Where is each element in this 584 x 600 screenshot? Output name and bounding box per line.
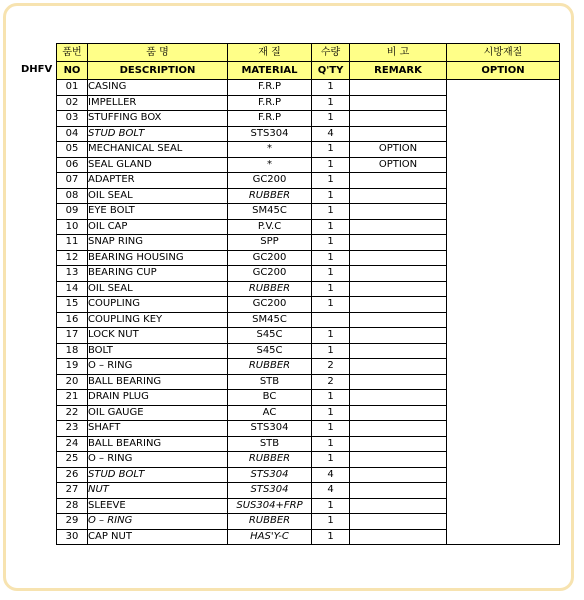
part-number: 24 bbox=[57, 436, 88, 452]
header-no: NO bbox=[57, 62, 88, 80]
part-material: HAS'Y-C bbox=[228, 529, 312, 545]
part-remark bbox=[350, 80, 447, 96]
part-remark bbox=[350, 452, 447, 468]
part-number: 05 bbox=[57, 142, 88, 158]
part-quantity: 4 bbox=[312, 126, 350, 142]
part-remark bbox=[350, 219, 447, 235]
part-description: NUT bbox=[88, 483, 228, 499]
part-description: EYE BOLT bbox=[88, 204, 228, 220]
part-quantity: 1 bbox=[312, 281, 350, 297]
part-quantity bbox=[312, 312, 350, 328]
header-description-kr: 품 명 bbox=[88, 44, 228, 62]
part-number: 02 bbox=[57, 95, 88, 111]
header-qty: Q'TY bbox=[312, 62, 350, 80]
part-remark bbox=[350, 421, 447, 437]
part-description: OIL GAUGE bbox=[88, 405, 228, 421]
part-material: S45C bbox=[228, 328, 312, 344]
part-quantity: 4 bbox=[312, 467, 350, 483]
part-number: 30 bbox=[57, 529, 88, 545]
part-quantity: 1 bbox=[312, 514, 350, 530]
part-remark bbox=[350, 281, 447, 297]
part-remark bbox=[350, 297, 447, 313]
part-number: 15 bbox=[57, 297, 88, 313]
part-description: STUD BOLT bbox=[88, 467, 228, 483]
part-number: 20 bbox=[57, 374, 88, 390]
part-remark bbox=[350, 235, 447, 251]
header-remark-kr: 비 고 bbox=[350, 44, 447, 62]
part-description: COUPLING KEY bbox=[88, 312, 228, 328]
part-material: STS304 bbox=[228, 421, 312, 437]
part-material: STS304 bbox=[228, 467, 312, 483]
part-description: MECHANICAL SEAL bbox=[88, 142, 228, 158]
part-remark bbox=[350, 405, 447, 421]
header-row-english bbox=[57, 62, 560, 80]
part-material: S45C bbox=[228, 343, 312, 359]
part-remark bbox=[350, 266, 447, 282]
part-description: BALL BEARING bbox=[88, 436, 228, 452]
part-quantity: 1 bbox=[312, 297, 350, 313]
part-description: COUPLING bbox=[88, 297, 228, 313]
part-quantity: 1 bbox=[312, 498, 350, 514]
part-remark bbox=[350, 498, 447, 514]
part-description: STUD BOLT bbox=[88, 126, 228, 142]
part-material: F.R.P bbox=[228, 80, 312, 96]
part-material: STB bbox=[228, 436, 312, 452]
header-option: OPTION bbox=[447, 62, 560, 80]
part-quantity: 1 bbox=[312, 142, 350, 158]
part-number: 22 bbox=[57, 405, 88, 421]
part-remark bbox=[350, 95, 447, 111]
part-material: AC bbox=[228, 405, 312, 421]
header-material: MATERIAL bbox=[228, 62, 312, 80]
part-remark bbox=[350, 529, 447, 545]
part-quantity: 1 bbox=[312, 95, 350, 111]
part-number: 03 bbox=[57, 111, 88, 127]
part-remark bbox=[350, 390, 447, 406]
part-material: STB bbox=[228, 374, 312, 390]
part-remark bbox=[350, 343, 447, 359]
part-remark bbox=[350, 436, 447, 452]
part-number: 25 bbox=[57, 452, 88, 468]
part-quantity: 1 bbox=[312, 421, 350, 437]
part-remark bbox=[350, 312, 447, 328]
part-remark bbox=[350, 328, 447, 344]
part-number: 09 bbox=[57, 204, 88, 220]
part-remark bbox=[350, 514, 447, 530]
part-quantity: 2 bbox=[312, 359, 350, 375]
parts-table-body bbox=[57, 80, 560, 545]
part-description: ADAPTER bbox=[88, 173, 228, 189]
part-number: 13 bbox=[57, 266, 88, 282]
part-quantity: 1 bbox=[312, 111, 350, 127]
part-description: BEARING CUP bbox=[88, 266, 228, 282]
part-number: 10 bbox=[57, 219, 88, 235]
part-material: STS304 bbox=[228, 483, 312, 499]
header-remark: REMARK bbox=[350, 62, 447, 80]
part-quantity: 1 bbox=[312, 390, 350, 406]
part-material: GC200 bbox=[228, 266, 312, 282]
part-number: 17 bbox=[57, 328, 88, 344]
part-remark bbox=[350, 111, 447, 127]
part-material: RUBBER bbox=[228, 188, 312, 204]
part-quantity: 1 bbox=[312, 204, 350, 220]
part-material: GC200 bbox=[228, 250, 312, 266]
part-number: 12 bbox=[57, 250, 88, 266]
part-description: OIL CAP bbox=[88, 219, 228, 235]
part-description: CAP NUT bbox=[88, 529, 228, 545]
part-description: BALL BEARING bbox=[88, 374, 228, 390]
part-material: RUBBER bbox=[228, 452, 312, 468]
part-material: STS304 bbox=[228, 126, 312, 142]
part-material: F.R.P bbox=[228, 95, 312, 111]
part-number: 18 bbox=[57, 343, 88, 359]
parts-table bbox=[56, 43, 560, 545]
part-quantity: 1 bbox=[312, 157, 350, 173]
part-quantity: 1 bbox=[312, 452, 350, 468]
part-quantity: 1 bbox=[312, 436, 350, 452]
part-remark bbox=[350, 359, 447, 375]
part-description: BOLT bbox=[88, 343, 228, 359]
part-number: 29 bbox=[57, 514, 88, 530]
part-number: 01 bbox=[57, 80, 88, 96]
part-description: SNAP RING bbox=[88, 235, 228, 251]
part-material: * bbox=[228, 157, 312, 173]
part-description: OIL SEAL bbox=[88, 188, 228, 204]
part-quantity: 1 bbox=[312, 328, 350, 344]
part-remark bbox=[350, 483, 447, 499]
part-description: DRAIN PLUG bbox=[88, 390, 228, 406]
part-material: P.V.C bbox=[228, 219, 312, 235]
part-material: GC200 bbox=[228, 173, 312, 189]
part-remark bbox=[350, 250, 447, 266]
part-material: * bbox=[228, 142, 312, 158]
header-row-korean bbox=[57, 44, 560, 62]
part-material: SUS304+FRP bbox=[228, 498, 312, 514]
part-description: IMPELLER bbox=[88, 95, 228, 111]
part-number: 21 bbox=[57, 390, 88, 406]
part-number: 14 bbox=[57, 281, 88, 297]
part-material: SPP bbox=[228, 235, 312, 251]
part-number: 19 bbox=[57, 359, 88, 375]
header-material-kr: 재 질 bbox=[228, 44, 312, 62]
table-row bbox=[57, 80, 560, 96]
part-description: SEAL GLAND bbox=[88, 157, 228, 173]
header-no-kr: 품번 bbox=[57, 44, 88, 62]
part-description: CASING bbox=[88, 80, 228, 96]
part-description: SHAFT bbox=[88, 421, 228, 437]
part-number: 08 bbox=[57, 188, 88, 204]
part-quantity: 1 bbox=[312, 188, 350, 204]
part-number: 04 bbox=[57, 126, 88, 142]
part-number: 06 bbox=[57, 157, 88, 173]
part-number: 23 bbox=[57, 421, 88, 437]
part-quantity: 1 bbox=[312, 219, 350, 235]
part-remark: OPTION bbox=[350, 142, 447, 158]
part-quantity: 1 bbox=[312, 529, 350, 545]
part-material: SM45C bbox=[228, 204, 312, 220]
part-quantity: 1 bbox=[312, 80, 350, 96]
part-number: 07 bbox=[57, 173, 88, 189]
part-remark bbox=[350, 374, 447, 390]
part-quantity: 2 bbox=[312, 374, 350, 390]
part-description: O – RING bbox=[88, 359, 228, 375]
part-number: 16 bbox=[57, 312, 88, 328]
part-remark bbox=[350, 173, 447, 189]
part-remark bbox=[350, 188, 447, 204]
header-description: DESCRIPTION bbox=[88, 62, 228, 80]
part-number: 26 bbox=[57, 467, 88, 483]
part-remark: OPTION bbox=[350, 157, 447, 173]
header-qty-kr: 수량 bbox=[312, 44, 350, 62]
part-quantity: 1 bbox=[312, 405, 350, 421]
part-number: 11 bbox=[57, 235, 88, 251]
part-description: STUFFING BOX bbox=[88, 111, 228, 127]
part-remark bbox=[350, 204, 447, 220]
part-material: RUBBER bbox=[228, 514, 312, 530]
part-quantity: 1 bbox=[312, 266, 350, 282]
part-material: RUBBER bbox=[228, 281, 312, 297]
part-description: O – RING bbox=[88, 514, 228, 530]
part-material: F.R.P bbox=[228, 111, 312, 127]
part-material: RUBBER bbox=[228, 359, 312, 375]
part-remark bbox=[350, 126, 447, 142]
header-option-kr: 시방재질 bbox=[447, 44, 560, 62]
part-number: 28 bbox=[57, 498, 88, 514]
part-remark bbox=[350, 467, 447, 483]
part-material: GC200 bbox=[228, 297, 312, 313]
part-description: LOCK NUT bbox=[88, 328, 228, 344]
part-description: OIL SEAL bbox=[88, 281, 228, 297]
part-description: BEARING HOUSING bbox=[88, 250, 228, 266]
model-label: DHFV bbox=[21, 64, 53, 75]
part-description: SLEEVE bbox=[88, 498, 228, 514]
part-quantity: 1 bbox=[312, 250, 350, 266]
part-number: 27 bbox=[57, 483, 88, 499]
part-quantity: 1 bbox=[312, 343, 350, 359]
part-description: O – RING bbox=[88, 452, 228, 468]
part-material: SM45C bbox=[228, 312, 312, 328]
part-quantity: 4 bbox=[312, 483, 350, 499]
part-material: BC bbox=[228, 390, 312, 406]
option-column-cell bbox=[447, 80, 560, 545]
part-quantity: 1 bbox=[312, 235, 350, 251]
part-quantity: 1 bbox=[312, 173, 350, 189]
